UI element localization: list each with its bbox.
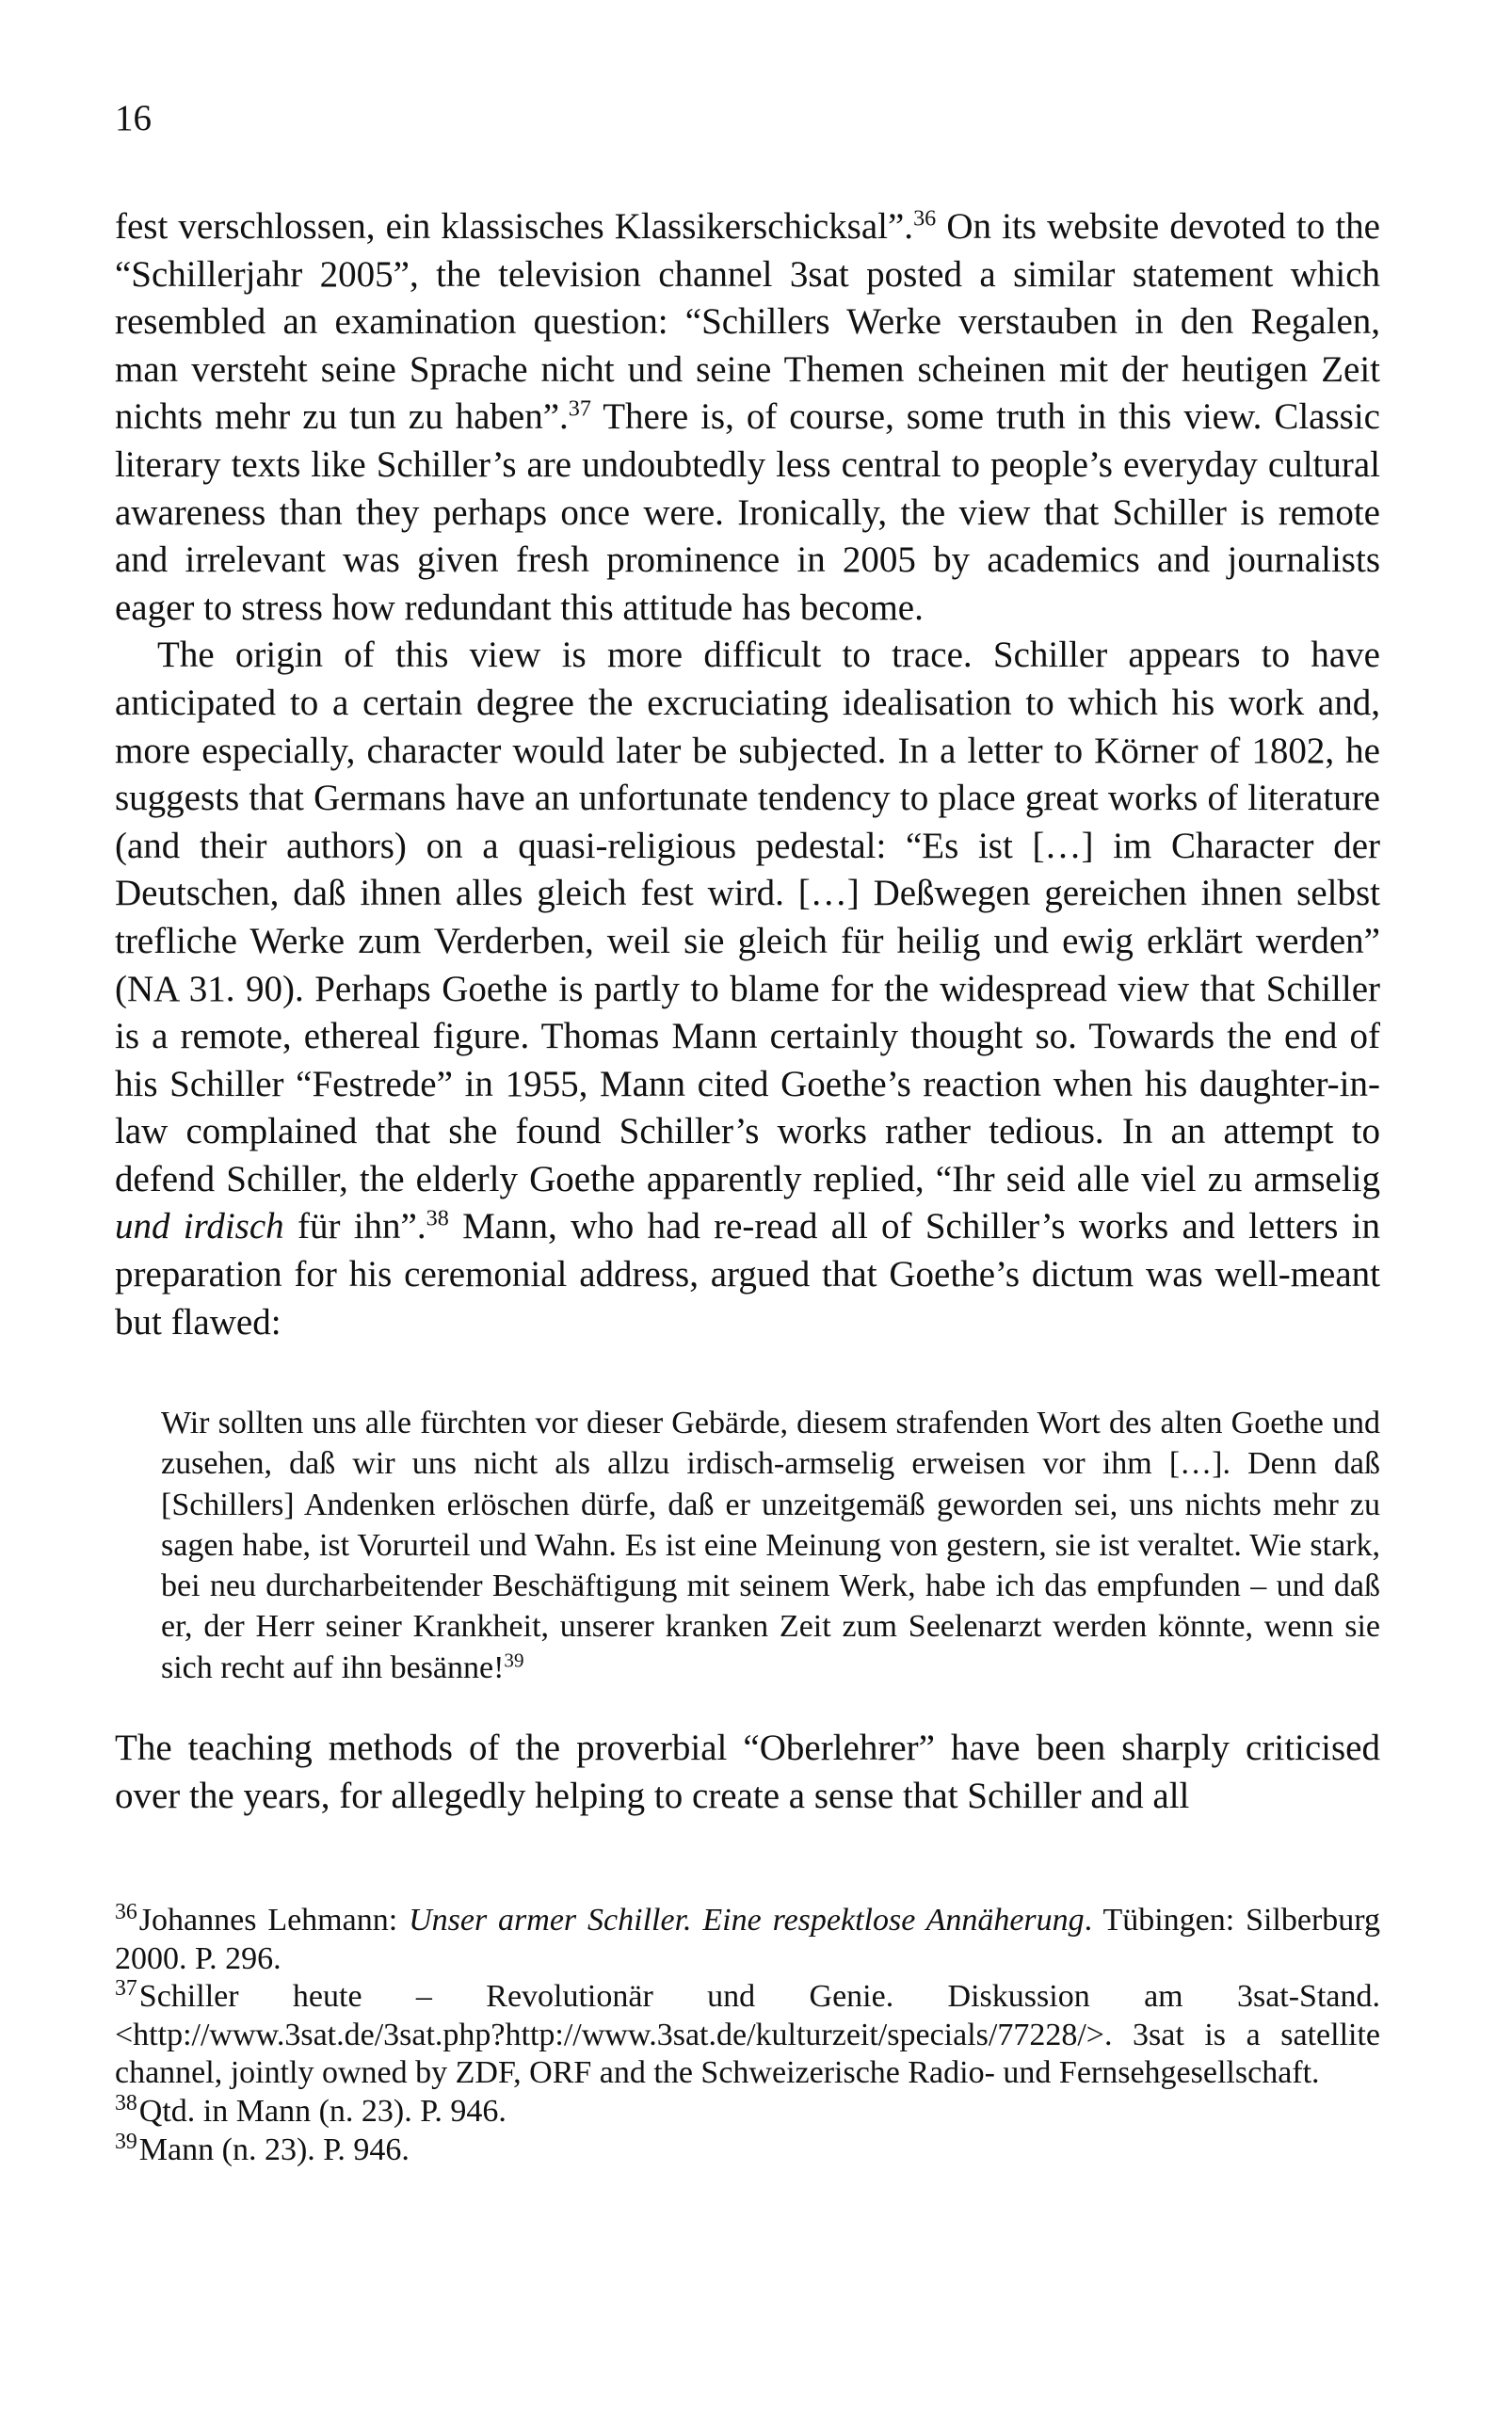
footnote-39: [115, 2131, 1380, 2170]
paragraph-3-text: The teaching methods of the proverbial “Oberlehrer” have been sharply criticised over the years, for allegedly helping to create a sense that Schiller and all: [115, 1728, 1380, 1816]
paragraph-3: [115, 1725, 1380, 1820]
paragraph-1-text-a: fest verschlossen, ein klassisches Klassikerschicksal”.: [115, 206, 914, 247]
page-number: 16: [115, 98, 152, 138]
paragraph-1-text-b: On its website devoted to the “Schillerjahr 2005”, the television channel 3sat posted a similar statement which resembled an examination question: “Schillers Werke verstauben in den Regalen, man versteht seine Sprache nicht und seine Themen scheinen mit der heutigen Zeit nichts mehr zu tun zu haben”.: [115, 206, 1380, 438]
paragraph-2-text-c: Mann, who had re-read all of Schiller’s works and letters in preparation for his ceremonial address, argued that Goethe’s dictum was well-meant but flawed:: [115, 1206, 1380, 1343]
footnote-ref-37[interactable]: 37: [568, 396, 591, 423]
footnote-number: 38: [115, 2091, 137, 2116]
footnote-text: Schiller heute – Revolutionär und Genie. Diskussion am 3sat-Stand. <http://www.3sat.de/3sat.php?http://www.3sat.de/kulturzeit/specials/77228/>. 3sat is a satellite channel, jointly owned by ZDF, ORF and the Schweizerische Radio- und Fernsehgesellschaft.: [115, 1979, 1380, 2091]
footnote-38: [115, 2093, 1380, 2131]
paragraph-2-text-a: The origin of this view is more difficult to trace. Schiller appears to have anticipated to a certain degree the excruciating idealisation to which his work and, more especially, character would later be subjected. In a letter to Körner of 1802, he suggests that Germans have an unfortunate tendency to place great works of literature (and their authors) on a quasi-religious pedestal: “Es ist […] im Character der Deutschen, daß ihnen alles gleich fest wird. […] Deßwegen gereichen ihnen selbst trefliche Werke zum Verderben, weil sie gleich für heilig und ewig erklärt werden” (NA 31. 90). Perhaps Goethe is partly to blame for the widespread view that Schiller is a remote, ethereal figure. Thomas Mann certainly thought so. Towards the end of his Schiller “Festrede” in 1955, Mann cited Goethe’s reaction when his daughter-in-law complained that she found Schiller’s works rather tedious. In an attempt to defend Schiller, the elderly Goethe apparently replied, “Ihr seid alle viel zu armselig: [115, 635, 1380, 1199]
footnote-number: 39: [115, 2129, 137, 2154]
paragraph-1: [115, 203, 1380, 632]
footnote-number: 37: [115, 1976, 137, 2002]
footnotes: [115, 1902, 1380, 2169]
footnote-ref-38[interactable]: 38: [426, 1206, 449, 1232]
paragraph-1-text-c: There is, of course, some truth in this view. Classic literary texts like Schiller’s are undoubtedly less central to people’s everyday cultural awareness than they perhaps once were. Ironically, the view that Schiller is remote and irrelevant was given fresh prominence in 2005 by academics and journalists eager to stress how redundant this attitude has become.: [115, 396, 1380, 628]
footnote-text-end: . Tübingen: Silberburg 2000. P. 296.: [115, 1903, 1381, 1976]
footnote-text: Johannes Lehmann:: [138, 1903, 410, 1938]
footnote-text: Qtd. in Mann (n. 23). P. 946.: [138, 2093, 507, 2129]
paragraph-2-italic: und irdisch: [115, 1206, 284, 1247]
footnote-ref-39[interactable]: 39: [504, 1649, 524, 1672]
paragraph-2-text-b: für ihn”.: [283, 1206, 426, 1247]
footnote-italic: Unser armer Schiller. Eine respektlose Annäherung: [409, 1903, 1085, 1938]
main-text: [115, 203, 1380, 1346]
footnote-number: 36: [115, 1900, 137, 1925]
footnote-37: [115, 1978, 1380, 2093]
block-quote: [161, 1403, 1380, 1688]
footnote-36: [115, 1902, 1380, 1978]
footnote-ref-36[interactable]: 36: [913, 205, 937, 232]
block-quote-text: Wir sollten uns alle fürchten vor dieser Gebärde, diesem strafenden Wort des alten Goethe und zusehen, daß wir uns nicht als allzu irdisch-armselig erweisen vor ihm […]. Denn daß [Schillers] Andenken erlöschen dürfe, daß er unzeitgemäß geworden sei, uns nichts mehr zu sagen habe, ist Vorurteil und Wahn. Es ist eine Meinung von gestern, sie ist veraltet. Wie stark, bei neu durcharbeitender Beschäftigung mit seinem Werk, habe ich das empfunden – und daß er, der Herr seiner Krankheit, unserer kranken Zeit zum Seelenarzt werden könnte, wenn sie sich recht auf ihn besänne!: [161, 1406, 1380, 1685]
paragraph-2: [115, 632, 1380, 1346]
footnote-text: Mann (n. 23). P. 946.: [138, 2131, 410, 2167]
